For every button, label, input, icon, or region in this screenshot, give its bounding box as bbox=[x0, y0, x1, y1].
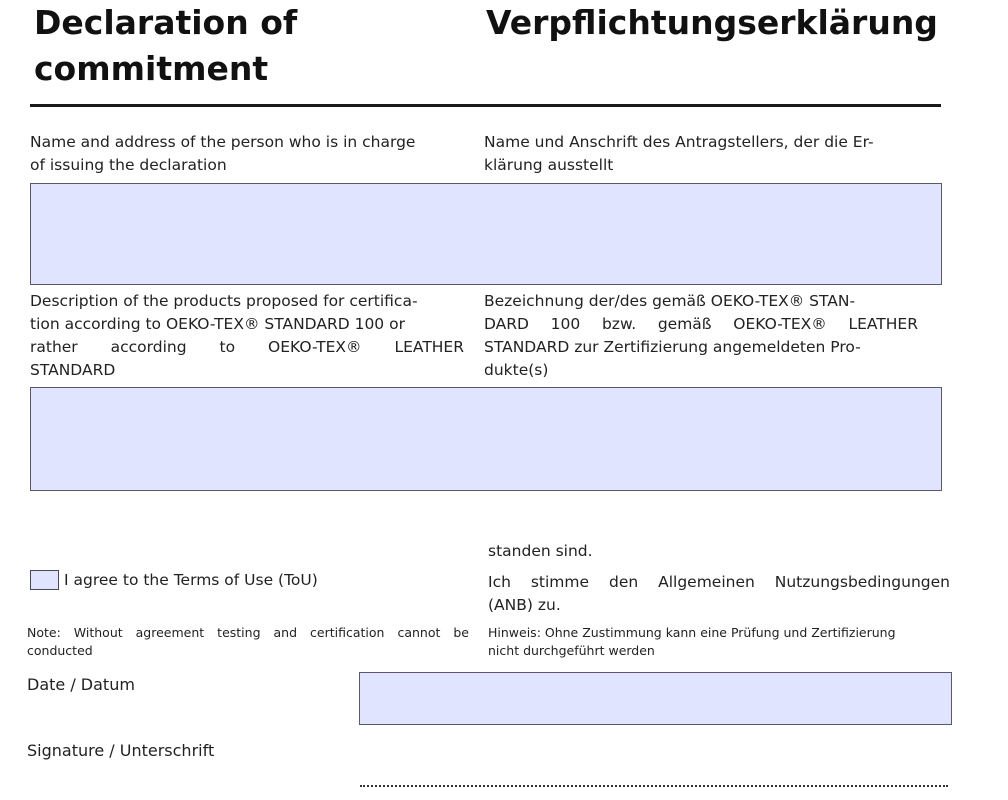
terms-note-en bbox=[27, 624, 469, 660]
date-field[interactable] bbox=[359, 672, 952, 725]
terms-note-de-line2: nicht durchgeführt werden bbox=[488, 643, 655, 658]
terms-note-de bbox=[488, 624, 948, 660]
terms-agree-label-de bbox=[488, 571, 950, 617]
date-label: Date / Datum bbox=[27, 675, 135, 694]
products-label-de bbox=[484, 290, 918, 382]
applicant-name-address-field[interactable] bbox=[30, 183, 942, 285]
terms-agree-label-de-line1: Ich stimme den Allgemeinen Nutzungsbedingungen bbox=[488, 573, 950, 591]
terms-note-en-line2: conducted bbox=[27, 643, 93, 658]
products-label-de-line2: DARD 100 bzw. gemäß OEKO-TEX® LEATHER bbox=[484, 315, 918, 333]
products-label-en-line1: Description of the products proposed for certifica- bbox=[30, 292, 418, 310]
products-label-de-line1: Bezeichnung der/des gemäß OEKO-TEX® STAN- bbox=[484, 292, 856, 310]
applicant-label-en bbox=[30, 131, 470, 177]
products-label-en-line4: STANDARD bbox=[30, 361, 116, 379]
title-de: Verpflichtungserklärung bbox=[486, 3, 938, 42]
terms-fragment-de: standen sind. bbox=[488, 542, 593, 560]
title-en-line2: commitment bbox=[34, 49, 269, 88]
terms-agree-checkbox[interactable] bbox=[30, 570, 59, 590]
title-en-line1: Declaration of bbox=[34, 3, 298, 42]
products-label-en bbox=[30, 290, 464, 382]
applicant-label-en-line1: Name and address of the person who is in charge bbox=[30, 133, 416, 151]
header-divider bbox=[30, 104, 941, 107]
applicant-label-de-line1: Name und Anschrift des Antragstellers, der die Er- bbox=[484, 133, 874, 151]
products-label-de-line4: dukte(s) bbox=[484, 361, 549, 379]
applicant-label-de bbox=[484, 131, 924, 177]
signature-line[interactable] bbox=[360, 785, 948, 787]
terms-note-de-line1: Hinweis: Ohne Zustimmung kann eine Prüfung und Zertifizierung bbox=[488, 625, 896, 640]
terms-agree-label-de-line2: (ANB) zu. bbox=[488, 596, 561, 614]
products-label-de-line3: STANDARD zur Zertifizierung angemeldeten Pro- bbox=[484, 338, 861, 356]
products-description-field[interactable] bbox=[30, 387, 942, 491]
applicant-label-en-line2: of issuing the declaration bbox=[30, 156, 227, 174]
signature-label: Signature / Unterschrift bbox=[27, 741, 215, 760]
products-label-en-line2: tion according to OEKO-TEX® STANDARD 100 or bbox=[30, 315, 405, 333]
terms-agree-label-en: I agree to the Terms of Use (ToU) bbox=[64, 571, 318, 589]
products-label-en-line3: rather according to OEKO-TEX® LEATHER bbox=[30, 338, 464, 356]
applicant-label-de-line2: klärung ausstellt bbox=[484, 156, 614, 174]
terms-note-en-line1: Note: Without agreement testing and certification cannot be bbox=[27, 625, 469, 640]
title-en bbox=[34, 0, 297, 92]
